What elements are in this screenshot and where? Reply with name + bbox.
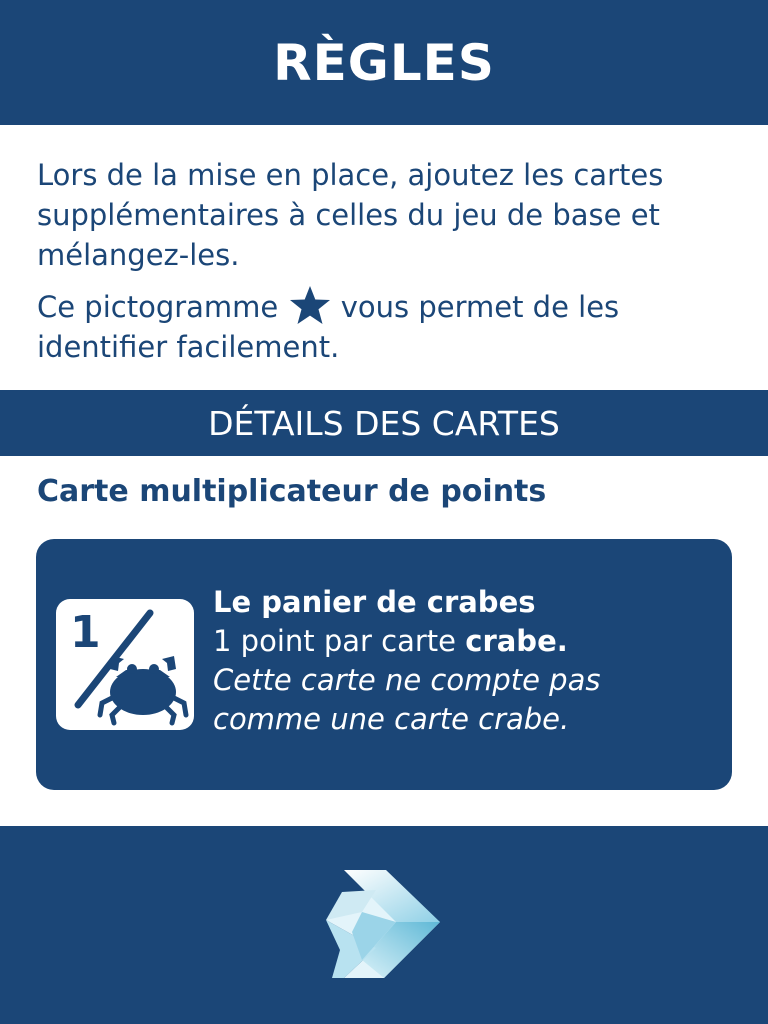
page-title: RÈGLES (273, 33, 495, 92)
card-effect-text: 1 point par carte (213, 624, 457, 658)
intro-paragraph-setup: Lors de la mise en place, ajoutez les cartes supplémentaires à celles du jeu de base et mélangez-les. (37, 158, 664, 272)
card-name: Le panier de crabes (213, 585, 536, 619)
card-note: Cette carte ne compte pas comme une carte crabe. (213, 663, 601, 736)
card-type-title: Carte multiplicateur de points (37, 474, 547, 509)
card-effect (213, 622, 713, 661)
top-header (0, 0, 768, 125)
next-arrow-icon[interactable] (322, 870, 446, 980)
card-detail-panel (36, 539, 732, 790)
section-band (0, 390, 768, 456)
card-description (213, 583, 713, 739)
card-effect-keyword: crabe. (465, 624, 568, 658)
pictogram-text-before: Ce pictogramme (37, 290, 279, 324)
intro-paragraph-pictogram (37, 285, 737, 367)
intro-text (37, 155, 737, 367)
star-icon (288, 285, 332, 325)
crab-icon (100, 656, 186, 723)
footer-bar (0, 826, 768, 1024)
pictogram-text-after: vous permet de les identifier facilement. (37, 290, 620, 364)
per-crab-icon (56, 599, 194, 730)
card-icon-tile (56, 599, 194, 730)
icon-number: 1 (70, 607, 101, 658)
section-title: DÉTAILS DES CARTES (208, 403, 560, 443)
